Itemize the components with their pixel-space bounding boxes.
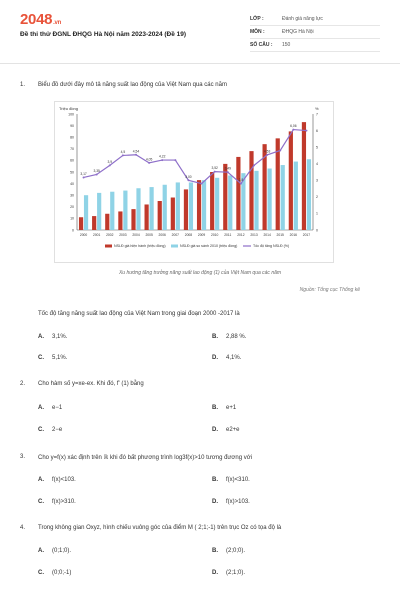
growth-point [109, 164, 111, 166]
x-tick-label: 2009 [197, 233, 206, 237]
growth-data-label: 3,35 [93, 168, 100, 173]
exam-title: Đề thi thử ĐGNL ĐHQG Hà Nội năm 2023-2024 (Đề 19) [20, 31, 187, 38]
y-tick-label: 80 [70, 135, 74, 140]
legend-swatch-2010 [171, 245, 178, 248]
option-key: B. [212, 334, 218, 340]
option-value: f(x)>310. [52, 499, 76, 505]
growth-data-label: 4,22 [159, 154, 166, 159]
x-tick-label: 2015 [276, 233, 284, 237]
page-header [0, 0, 400, 64]
bar-2010 [84, 195, 88, 230]
growth-data-label: 2,8 [238, 178, 244, 183]
bar-2010 [307, 159, 311, 230]
growth-data-label: 4,54 [132, 149, 140, 154]
meta-key: LỚP : [250, 16, 264, 22]
growth-point [305, 130, 307, 132]
question-text: Cho y=f(x) xác định trên ℝ khi đó bất phương trình log3f(x)>10 tương đương với [38, 455, 252, 461]
bar-current [145, 204, 149, 230]
meta-value: 150 [282, 42, 291, 48]
question-2 [20, 381, 380, 391]
bar-2010 [176, 182, 180, 230]
x-tick-label: 2010 [210, 233, 219, 237]
meta-key: MÔN : [250, 29, 265, 35]
x-tick-label: 2002 [106, 233, 114, 237]
bar-current [92, 216, 96, 230]
bar-current [223, 164, 227, 230]
growth-point [96, 173, 98, 175]
legend-label: NSLĐ giá so sánh 2010 (triệu đồng) [180, 244, 238, 248]
option-c[interactable] [38, 427, 62, 433]
logo-text: 2048 [20, 11, 53, 28]
x-tick-label: 2014 [263, 233, 271, 237]
growth-data-label: 3,9 [107, 159, 113, 164]
meta-row-count [250, 39, 380, 52]
bar-2010 [202, 180, 206, 230]
growth-data-label: 3,49 [224, 166, 231, 171]
option-value: 2,88 %. [226, 334, 247, 340]
legend-label: NSLĐ giá hiện hành (triệu đồng) [114, 244, 166, 248]
y-tick-label: 100 [68, 112, 74, 117]
question-3 [20, 454, 380, 464]
question-4 [20, 525, 380, 535]
option-value: 5,1%. [52, 355, 68, 361]
x-tick-label: 2001 [92, 233, 101, 237]
x-tick-label: 2007 [171, 233, 180, 237]
question-1-sub [20, 311, 380, 321]
option-value: f(x)>103. [226, 499, 250, 505]
question-subtext: Tốc độ tăng năng suất lao động của Việt Nam trong giai đoạn 2000 -2017 là [38, 311, 240, 317]
bar-2010 [215, 178, 219, 230]
option-key: D. [212, 570, 218, 576]
growth-point [253, 164, 255, 166]
y2-tick-label: 1 [316, 211, 318, 216]
x-tick-label: 2013 [250, 233, 258, 237]
y2-tick-label: 3 [316, 178, 318, 183]
x-tick-label: 2006 [158, 233, 166, 237]
bar-current [79, 217, 83, 230]
x-tick-label: 2000 [79, 233, 88, 237]
bar-2010 [123, 191, 127, 230]
option-key: B. [212, 405, 218, 411]
option-c[interactable] [38, 355, 67, 361]
x-tick-label: 2005 [145, 233, 153, 237]
x-tick-label: 2011 [224, 233, 232, 237]
bar-2010 [136, 188, 140, 230]
question-number: 4. [20, 525, 26, 531]
y-tick-label: 30 [70, 193, 74, 198]
x-tick-label: 2008 [184, 233, 193, 237]
option-key: A. [38, 548, 44, 554]
site-logo[interactable] [20, 11, 61, 28]
question-number: 2. [20, 381, 26, 387]
option-d[interactable] [212, 499, 250, 505]
option-key: B. [212, 477, 218, 483]
x-tick-label: 2004 [132, 233, 140, 237]
growth-point [187, 179, 189, 181]
bar-current [131, 209, 135, 230]
y-tick-label: 90 [70, 123, 74, 128]
growth-point [161, 159, 163, 161]
option-d[interactable] [212, 427, 240, 433]
meta-value: Đánh giá năng lực [282, 16, 323, 22]
growth-data-label: 3,17 [80, 171, 87, 176]
question-number: 1. [20, 82, 26, 88]
y-tick-label: 10 [70, 216, 74, 221]
growth-data-label: 4,5 [120, 149, 126, 154]
bar-2010 [189, 182, 193, 230]
option-value: 2−e [52, 427, 63, 433]
legend-label: Tốc độ tăng NSLĐ (%) [253, 244, 290, 248]
growth-point [266, 154, 268, 156]
bar-current [171, 198, 175, 230]
bar-2010 [228, 175, 232, 230]
option-value: 4,1%. [226, 355, 242, 361]
option-value: (2;0;0). [226, 548, 246, 554]
x-tick-label: 2017 [302, 233, 311, 237]
option-key: D. [212, 427, 218, 433]
option-key: A. [38, 334, 44, 340]
y-tick-label: 50 [70, 170, 74, 175]
bar-current [197, 180, 201, 230]
bar-2010 [281, 165, 285, 230]
growth-data-label: 3,52 [211, 166, 218, 171]
option-d[interactable] [212, 570, 245, 576]
legend-swatch-current [105, 245, 112, 248]
growth-data-label: 3,00 [185, 174, 192, 179]
option-value: e−1 [52, 405, 63, 411]
option-value: e+1 [226, 405, 237, 411]
x-tick-label: 2012 [237, 233, 245, 237]
bar-current [184, 189, 188, 230]
growth-point [292, 129, 294, 131]
growth-point [174, 159, 176, 161]
option-key: A. [38, 477, 44, 483]
meta-row-subject [250, 26, 380, 39]
x-tick-label: 2003 [119, 233, 127, 237]
option-key: A. [38, 405, 44, 411]
option-a[interactable] [38, 477, 76, 483]
option-value: f(x)<103. [52, 477, 76, 483]
meta-row-class [250, 13, 380, 26]
bar-2010 [294, 162, 298, 230]
bar-current [302, 122, 306, 230]
option-c[interactable] [38, 499, 76, 505]
meta-key: SỐ CÂU : [250, 42, 273, 48]
option-value: e2+e [226, 427, 240, 433]
growth-data-label: 4,05 [145, 157, 153, 162]
option-b[interactable] [212, 405, 236, 411]
option-key: C. [38, 427, 44, 433]
y2-tick-label: 0 [316, 228, 318, 233]
chart-caption: Xu hướng tăng trưởng năng suất lao động (1) của Việt Nam qua các năm [118, 270, 282, 276]
y-tick-label: 60 [70, 158, 74, 163]
y2-tick-label: 7 [316, 112, 318, 117]
bar-2010 [268, 169, 272, 230]
growth-point [214, 171, 216, 173]
question-text: Trong không gian Oxyz, hình chiếu vuông góc của điểm M ( 2;1;-1) trên trục Oz có tọa độ là [38, 525, 282, 531]
option-b[interactable] [212, 548, 245, 554]
question-number: 3. [20, 454, 26, 460]
growth-point [122, 154, 124, 156]
growth-point [83, 176, 85, 178]
option-a[interactable] [38, 548, 71, 554]
option-d[interactable] [212, 355, 241, 361]
meta-value: ĐHQG Hà Nội [282, 29, 314, 35]
option-key: D. [212, 499, 218, 505]
option-b[interactable] [212, 334, 246, 340]
option-value: (2;1;0). [226, 570, 246, 576]
y2-tick-label: 2 [316, 195, 318, 200]
bar-current [289, 131, 293, 230]
bar-current [158, 201, 162, 230]
page-fade [0, 590, 400, 600]
option-a[interactable] [38, 405, 62, 411]
y2-axis-label: % [315, 106, 319, 111]
question-text: Biểu đồ dưới đây mô tả năng suất lao động của Việt Nam qua các năm [38, 82, 227, 88]
option-value: f(x)<310. [226, 477, 250, 483]
bar-current [118, 211, 122, 230]
x-tick-label: 2016 [289, 233, 298, 237]
option-value: 3,1%. [52, 334, 68, 340]
option-key: C. [38, 499, 44, 505]
option-b[interactable] [212, 477, 250, 483]
growth-point [135, 154, 137, 156]
y-axis-label: Triệu đồng [59, 106, 78, 111]
bar-2010 [150, 187, 154, 230]
option-key: C. [38, 570, 44, 576]
bar-2010 [163, 185, 167, 230]
y-tick-label: 70 [70, 147, 74, 152]
bar-current [236, 157, 240, 230]
option-key: C. [38, 355, 44, 361]
logo-suffix: .vn [53, 20, 61, 26]
option-value: (0;0;-1) [52, 570, 72, 576]
question-text: Cho hàm số y=xe-ex. Khi đó, f' (1) bằng [38, 381, 144, 387]
bar-current [210, 172, 214, 230]
y2-tick-label: 6 [316, 128, 318, 133]
question-1 [20, 82, 380, 92]
y-tick-label: 0 [72, 228, 74, 233]
chart-svg [55, 102, 335, 264]
bar-current [249, 151, 253, 230]
growth-point [148, 162, 150, 164]
option-key: B. [212, 548, 218, 554]
productivity-chart [54, 101, 334, 263]
growth-data-label: 4,53 [263, 149, 271, 154]
option-a[interactable] [38, 334, 67, 340]
option-c[interactable] [38, 570, 71, 576]
growth-point [279, 149, 281, 151]
bar-2010 [110, 192, 114, 230]
growth-line [84, 130, 307, 184]
y2-tick-label: 5 [316, 145, 318, 150]
option-value: (0;1;0). [52, 548, 72, 554]
bar-current [105, 214, 109, 230]
y-tick-label: 40 [70, 181, 74, 186]
bar-2010 [254, 171, 258, 230]
growth-point [227, 171, 229, 173]
growth-point [201, 183, 203, 185]
y2-tick-label: 4 [316, 162, 318, 167]
chart-source: Nguồn: Tổng cục Thống kê [299, 287, 360, 293]
bar-2010 [97, 193, 101, 230]
growth-data-label: 6,06 [290, 124, 297, 129]
y-tick-label: 20 [70, 205, 74, 210]
option-key: D. [212, 355, 218, 361]
exam-meta [250, 13, 380, 52]
growth-point [240, 183, 242, 185]
